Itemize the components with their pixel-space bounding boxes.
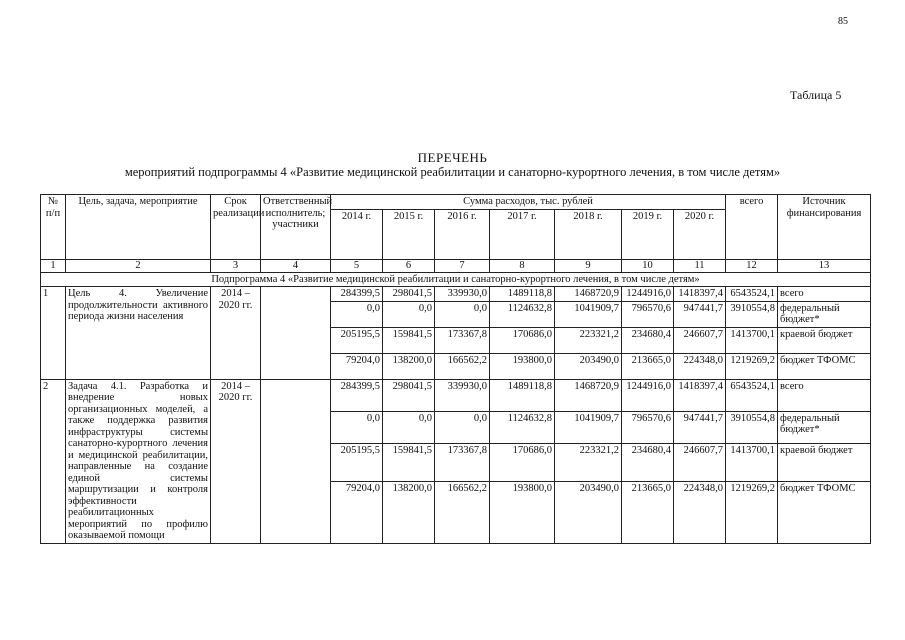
amount-cell: 284399,5 [331,379,383,411]
header-goal: Цель, задача, мероприятие [66,195,211,260]
document-title: ПЕРЕЧЕНЬ [417,150,488,165]
header-total: всего [726,195,778,260]
row-number: 2 [41,379,66,543]
amount-cell: 339930,0 [435,379,490,411]
col-number: 10 [622,259,674,272]
amount-cell: 224348,0 [674,481,726,543]
amount-cell: 170686,0 [490,443,555,481]
header-year: 2017 г. [490,209,555,259]
header-year: 2014 г. [331,209,383,259]
row-goal: Цель 4. Увеличение продолжительности активного периода жизни населения [66,287,211,380]
header-responsible: Ответственный исполнитель; участники [261,195,331,260]
source-cell: всего [778,379,871,411]
source-cell: федеральный бюджет* [778,411,871,443]
amount-cell: 138200,0 [383,353,435,379]
total-cell: 3910554,8 [726,301,778,327]
source-cell: бюджет ТФОМС [778,481,871,543]
amount-cell: 1041909,7 [555,411,622,443]
table-label: Таблица 5 [790,88,842,102]
amount-cell: 0,0 [331,301,383,327]
amount-cell: 1244916,0 [622,287,674,302]
amount-cell: 298041,5 [383,379,435,411]
amount-cell: 0,0 [331,411,383,443]
total-cell: 1219269,2 [726,481,778,543]
source-cell: краевой бюджет [778,327,871,353]
amount-cell: 0,0 [435,301,490,327]
amount-cell: 170686,0 [490,327,555,353]
header-source: Источник финансирования [778,195,871,260]
amount-cell: 1124632,8 [490,411,555,443]
col-number: 4 [261,259,331,272]
amount-cell: 947441,7 [674,411,726,443]
amount-cell: 205195,5 [331,443,383,481]
amount-cell: 284399,5 [331,287,383,302]
total-cell: 1219269,2 [726,353,778,379]
subprogram-row: Подпрограмма 4 «Развитие медицинской реабилитации и санаторно-курортного лечения, в том числе детям» [41,272,871,287]
amount-cell: 234680,4 [622,327,674,353]
row-responsible [261,379,331,543]
amount-cell: 246607,7 [674,443,726,481]
col-number: 5 [331,259,383,272]
total-cell: 1413700,1 [726,327,778,353]
amount-cell: 223321,2 [555,443,622,481]
amount-cell: 205195,5 [331,327,383,353]
header-year: 2020 г. [674,209,726,259]
amount-cell: 159841,5 [383,327,435,353]
amount-cell: 1468720,9 [555,287,622,302]
amount-cell: 234680,4 [622,443,674,481]
source-cell: всего [778,287,871,302]
row-number: 1 [41,287,66,380]
col-number: 3 [211,259,261,272]
amount-cell: 79204,0 [331,353,383,379]
expenses-table [40,194,871,544]
amount-cell: 796570,6 [622,301,674,327]
amount-cell: 193800,0 [490,353,555,379]
amount-cell: 1244916,0 [622,379,674,411]
header-year: 2019 г. [622,209,674,259]
document-subtitle: мероприятий подпрограммы 4 «Развитие медицинской реабилитации и санаторно-курортного лечения, в том числе детям» [124,165,781,179]
amount-cell: 1041909,7 [555,301,622,327]
amount-cell: 203490,0 [555,481,622,543]
amount-cell: 1489118,8 [490,379,555,411]
amount-cell: 1418397,4 [674,379,726,411]
total-cell: 6543524,1 [726,379,778,411]
amount-cell: 213665,0 [622,481,674,543]
amount-cell: 159841,5 [383,443,435,481]
col-number: 1 [41,259,66,272]
amount-cell: 1124632,8 [490,301,555,327]
amount-cell: 1468720,9 [555,379,622,411]
col-number: 12 [726,259,778,272]
amount-cell: 173367,8 [435,443,490,481]
col-number: 13 [778,259,871,272]
row-goal: Задача 4.1. Разработка и внедрение новых организационных моделей, а также поддержка развития инфраструктуры системы санаторно-курортного лечения и медицинской реабилитации, направленные на создание единой системы маршрутизации и контроля эффективности реабилитационных мероприятий по профилю оказываемой помощи [66,379,211,543]
col-number: 11 [674,259,726,272]
amount-cell: 0,0 [435,411,490,443]
header-term: Срок реализации [211,195,261,260]
row-term: 2014 – 2020 гг. [211,379,261,543]
header-year: 2018 г. [555,209,622,259]
amount-cell: 223321,2 [555,327,622,353]
col-number: 8 [490,259,555,272]
amount-cell: 1418397,4 [674,287,726,302]
amount-cell: 339930,0 [435,287,490,302]
amount-cell: 166562,2 [435,481,490,543]
amount-cell: 0,0 [383,411,435,443]
source-cell: федеральный бюджет* [778,301,871,327]
page-number: 85 [838,16,848,27]
col-number: 9 [555,259,622,272]
amount-cell: 79204,0 [331,481,383,543]
amount-cell: 298041,5 [383,287,435,302]
amount-cell: 224348,0 [674,353,726,379]
col-number: 7 [435,259,490,272]
amount-cell: 796570,6 [622,411,674,443]
amount-cell: 947441,7 [674,301,726,327]
amount-cell: 246607,7 [674,327,726,353]
row-responsible [261,287,331,380]
amount-cell: 1489118,8 [490,287,555,302]
header-year: 2016 г. [435,209,490,259]
amount-cell: 203490,0 [555,353,622,379]
header-sum: Сумма расходов, тыс. рублей [331,195,726,210]
total-cell: 6543524,1 [726,287,778,302]
amount-cell: 0,0 [383,301,435,327]
source-cell: бюджет ТФОМС [778,353,871,379]
header-year: 2015 г. [383,209,435,259]
total-cell: 1413700,1 [726,443,778,481]
col-number: 6 [383,259,435,272]
row-term: 2014 – 2020 гг. [211,287,261,380]
amount-cell: 166562,2 [435,353,490,379]
amount-cell: 173367,8 [435,327,490,353]
total-cell: 3910554,8 [726,411,778,443]
header-num: № п/п [41,195,66,260]
amount-cell: 138200,0 [383,481,435,543]
amount-cell: 213665,0 [622,353,674,379]
amount-cell: 193800,0 [490,481,555,543]
col-number: 2 [66,259,211,272]
source-cell: краевой бюджет [778,443,871,481]
